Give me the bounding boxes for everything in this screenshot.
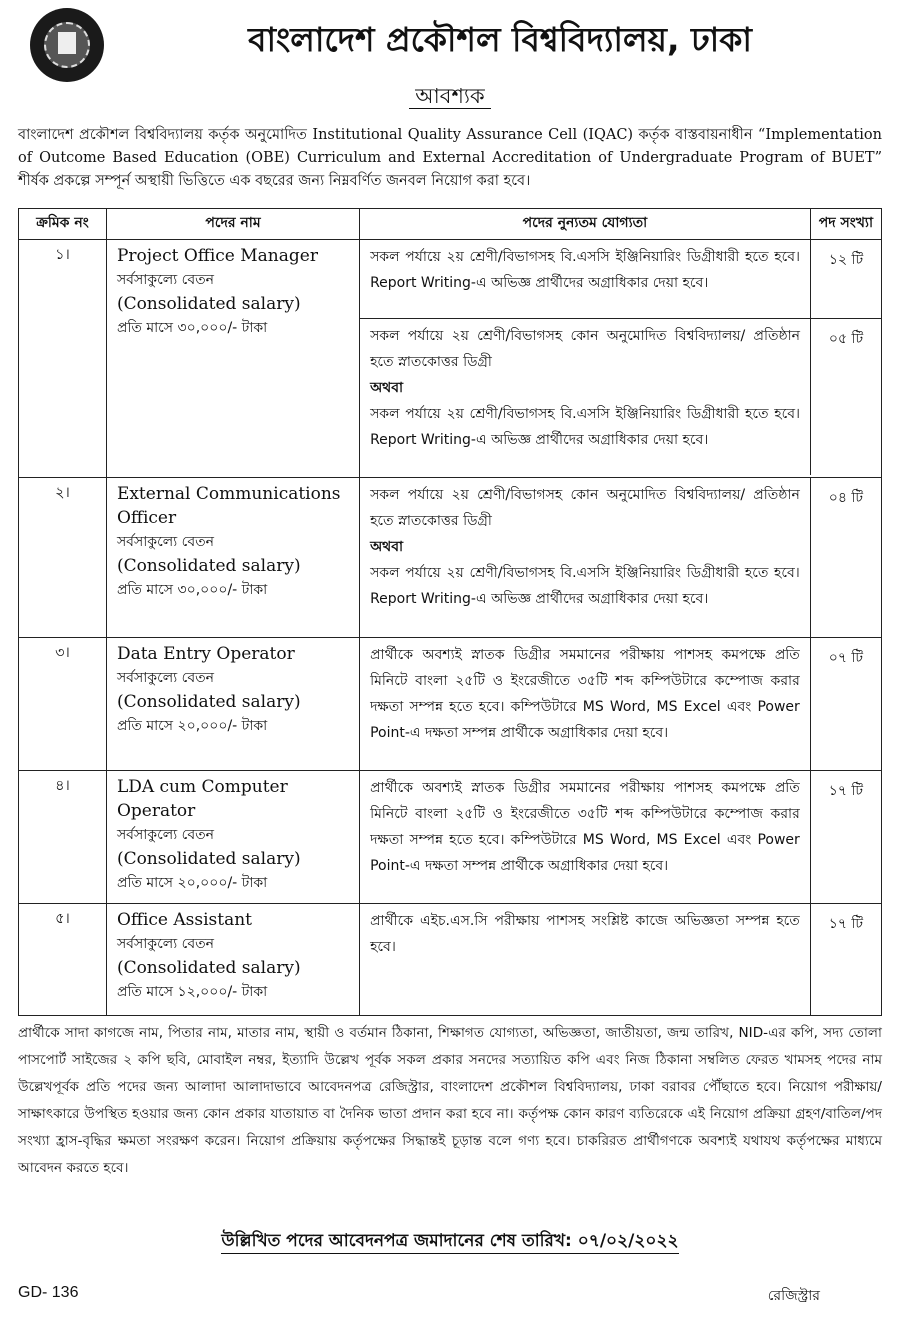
salary-amount: প্রতি মাসে ২০,০০০/- টাকা: [116, 875, 268, 891]
row-qualifications: [360, 240, 882, 478]
salary-label: সর্বসাকুল্যে বেতন: [116, 272, 214, 288]
qualification-text: প্রার্থীকে অবশ্যই স্নাতক ডিগ্রীর সমমানের পরীক্ষায় পাশসহ কমপক্ষে প্রতি মিনিটে বাংলা ২৫টি ও ইংরেজীতে ৩৫টি শব্দ কম্পিউটারে কম্পোজ করার দক্ষতা সম্পন্ন হতে হবে। কম্পিউটারে MS Word, MS Excel এবং Power Point-এ দক্ষতা সম্পন্ন প্রার্থীকে অগ্রাধিকার দেয়া হবে।: [360, 638, 811, 771]
salary-en: (Consolidated salary): [116, 849, 301, 869]
post-count: ১৭ টি: [810, 771, 881, 904]
page-subtitle: আবশ্যক: [0, 82, 900, 110]
header-serial: ক্রমিক নং: [19, 209, 107, 240]
reference-number: GD- 136: [18, 1284, 79, 1301]
post-count: ১২ টি: [828, 252, 864, 268]
post-name: Project Office Manager: [116, 246, 318, 266]
post-count: ০৫ টি: [828, 331, 864, 347]
page-title: বাংলাদেশ প্রকৌশল বিশ্ববিদ্যালয়, ঢাকা: [248, 20, 752, 59]
post-name: LDA cum Computer Operator: [116, 777, 288, 821]
qualification-text: সকল পর্যায়ে ২য় শ্রেণী/বিভাগসহ কোন অনুমোদিত বিশ্ববিদ্যালয়/ প্রতিষ্ঠান হতে স্নাতকোত্তর ডিগ্রী অথবা সকল পর্যায়ে ২য় শ্রেণী/বিভাগসহ বি.এসসি ইঞ্জিনিয়ারিং ডিগ্রীধারী হতে হবে। Report Writing-এ অভিজ্ঞ প্রার্থীদের অগ্রাধিকার দেয়া হবে।: [360, 319, 811, 475]
salary-amount: প্রতি মাসে ২০,০০০/- টাকা: [116, 718, 268, 734]
salary-amount: প্রতি মাসে ১২,০০০/- টাকা: [116, 984, 268, 1000]
post-name: External Communications Officer: [116, 484, 341, 528]
jobs-table: [18, 208, 882, 1016]
row-post: [106, 240, 359, 478]
application-deadline: উল্লিখিত পদের আবেদনপত্র জমাদানের শেষ তারিখ: ০৭/০২/২০২২: [0, 1228, 900, 1256]
post-count: ০৭ টি: [810, 638, 881, 771]
table-header-row: [19, 209, 882, 240]
qualification-text: সকল পর্যায়ে ২য় শ্রেণী/বিভাগসহ বি.এসসি ইঞ্জিনিয়ারিং ডিগ্রীধারী হতে হবে। Report Writing-এ অভিজ্ঞ প্রার্থীদের অগ্রাধিকার দেয়া হবে।: [360, 240, 811, 318]
signatory: রেজিস্ট্রার: [767, 1288, 820, 1304]
row-post: [106, 478, 359, 638]
salary-label: সর্বসাকুল্যে বেতন: [116, 670, 214, 686]
row-serial: ২।: [19, 478, 107, 638]
table-row: [19, 904, 882, 1016]
qualification-text: প্রার্থীকে অবশ্যই স্নাতক ডিগ্রীর সমমানের পরীক্ষায় পাশসহ কমপক্ষে প্রতি মিনিটে বাংলা ২৫টি ও ইংরেজীতে ৩৫টি শব্দ কম্পিউটারে কম্পোজ করার দক্ষতা সম্পন্ন হতে হবে। কম্পিউটারে MS Word, MS Excel এবং Power Point-এ দক্ষতা সম্পন্ন প্রার্থীকে অগ্রাধিকার দেয়া হবে।: [360, 771, 811, 904]
table-row: [19, 771, 882, 904]
table-row: [19, 638, 882, 771]
header-qualification: পদের নুন্যতম যোগ্যতা: [360, 209, 811, 240]
post-count: ১৭ টি: [810, 904, 881, 1016]
row-serial: ৫।: [19, 904, 107, 1016]
header-post: পদের নাম: [106, 209, 359, 240]
salary-amount: প্রতি মাসে ৩০,০০০/- টাকা: [116, 320, 268, 336]
or-label: অথবা: [370, 380, 404, 396]
salary-label: সর্বসাকুল্যে বেতন: [116, 827, 214, 843]
salary-en: (Consolidated salary): [116, 958, 301, 978]
row-post: [106, 638, 359, 771]
salary-en: (Consolidated salary): [116, 294, 301, 314]
row-post: [106, 904, 359, 1016]
row-serial: ৩।: [19, 638, 107, 771]
header-count: পদ সংখ্যা: [810, 209, 881, 240]
table-row: [19, 478, 882, 638]
application-instructions: প্রার্থীকে সাদা কাগজে নাম, পিতার নাম, মাতার নাম, স্থায়ী ও বর্তমান ঠিকানা, শিক্ষাগত যোগ্যতা, অভিজ্ঞতা, জাতীয়তা, জন্ম তারিখ, NID-এর কপি, সদ্য তোলা পাসপোর্ট সাইজের ২ কপি ছবি, মোবাইল নম্বর, ইত্যাদি উল্লেখ পূর্বক সকল প্রকার সনদের সত্যায়িত কপি এবং নিজ ঠিকানা সম্বলিত ফেরত খামসহ পদের নাম উল্লেখপূর্বক প্রতি পদের জন্য আলাদা আলাদাভাবে আবেদনপত্র রেজিস্ট্রার, বাংলাদেশ প্রকৌশল বিশ্ববিদ্যালয়, ঢাকা বরাবর পৌঁছাতে হবে। নিয়োগ পরীক্ষায়/সাক্ষাৎকারে উপস্থিত হওয়ার জন্য কোন প্রকার যাতায়াত বা দৈনিক ভাতা প্রদান করা হবে না। কর্তৃপক্ষ কোন কারণ ব্যতিরেকে এই নিয়োগ প্রক্রিয়া গ্রহণ/বাতিল/পদ সংখ্যা হ্রাস-বৃদ্ধির ক্ষমতা সংরক্ষণ করেন। নিয়োগ প্রক্রিয়ায় কর্তৃপক্ষের সিদ্ধান্তই চূড়ান্ত বলে গণ্য হবে। চাকরিরত প্রার্থীগণকে অবশ্যই যথাযথ কর্তৃপক্ষের মাধ্যমে আবেদন করতে হবে।: [18, 1025, 882, 1176]
row-post: [106, 771, 359, 904]
row-serial: ৪।: [19, 771, 107, 904]
table-row: [19, 240, 882, 478]
post-name: Office Assistant: [116, 910, 253, 930]
qualification-text: প্রার্থীকে এইচ.এস.সি পরীক্ষায় পাশসহ সংশ্লিষ্ট কাজে অভিজ্ঞতা সম্পন্ন হতে হবে।: [360, 904, 811, 1016]
qualification-text: সকল পর্যায়ে ২য় শ্রেণী/বিভাগসহ কোন অনুমোদিত বিশ্ববিদ্যালয়/ প্রতিষ্ঠান হতে স্নাতকোত্তর ডিগ্রী অথবা সকল পর্যায়ে ২য় শ্রেণী/বিভাগসহ বি.এসসি ইঞ্জিনিয়ারিং ডিগ্রীধারী হতে হবে। Report Writing-এ অভিজ্ঞ প্রার্থীদের অগ্রাধিকার দেয়া হবে।: [360, 478, 811, 638]
or-label: অথবা: [370, 539, 404, 555]
salary-en: (Consolidated salary): [116, 692, 301, 712]
salary-en: (Consolidated salary): [116, 556, 301, 576]
salary-label: সর্বসাকুল্যে বেতন: [116, 936, 214, 952]
post-count: ০৪ টি: [810, 478, 881, 638]
salary-amount: প্রতি মাসে ৩০,০০০/- টাকা: [116, 582, 268, 598]
university-logo: [30, 8, 104, 82]
salary-label: সর্বসাকুল্যে বেতন: [116, 534, 214, 550]
post-name: Data Entry Operator: [116, 644, 295, 664]
intro-paragraph: বাংলাদেশ প্রকৌশল বিশ্ববিদ্যালয় কর্তৃক অনুমোদিত Institutional Quality Assurance Cell (IQAC) কর্তৃক বাস্তবায়নাধীন “Implementation of Outcome Based Education (OBE) Curriculum and External Accreditation of Undergraduate Program of BUET” শীর্ষক প্রকল্পে সম্পূর্ন অস্থায়ী ভিত্তিতে এক বছরের জন্য নিম্নবর্ণিত জনবল নিয়োগ করা হবে।: [18, 127, 882, 189]
row-serial: ১।: [19, 240, 107, 478]
